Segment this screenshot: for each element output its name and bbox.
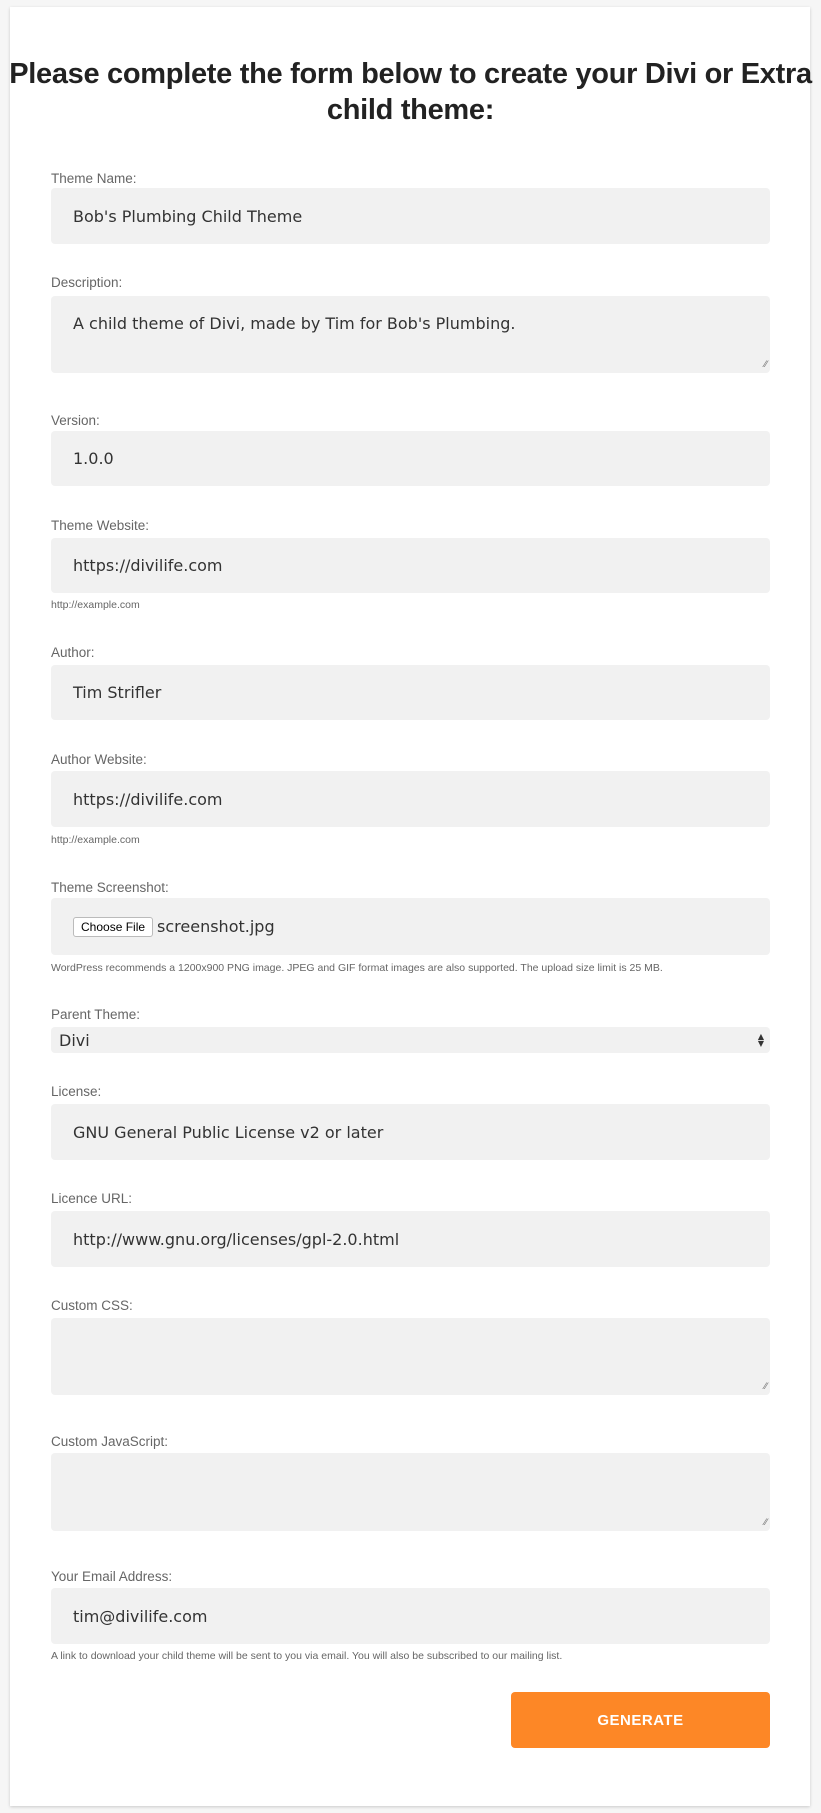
selected-file-name: screenshot.jpg xyxy=(157,917,275,936)
version-input[interactable]: 1.0.0 xyxy=(51,431,770,486)
parent-theme-label: Parent Theme: xyxy=(51,1007,141,1022)
email-hint: A link to download your child theme will be sent to you via email. You will also be subscribed to our mailing list. xyxy=(51,1650,563,1662)
theme-screenshot-hint: WordPress recommends a 1200x900 PNG image. JPEG and GIF format images are also supported. The upload size limit is 25 MB. xyxy=(51,962,663,974)
theme-website-label: Theme Website: xyxy=(51,518,150,533)
select-arrows-icon: ▲ ▼ xyxy=(757,1032,764,1048)
license-input[interactable]: GNU General Public License v2 or later xyxy=(51,1104,770,1160)
author-input[interactable]: Tim Strifler xyxy=(51,665,770,720)
custom-css-label: Custom CSS: xyxy=(51,1298,133,1313)
theme-name-input[interactable]: Bob's Plumbing Child Theme xyxy=(51,188,770,244)
theme-website-input[interactable]: https://divilife.com xyxy=(51,538,770,593)
theme-screenshot-label: Theme Screenshot: xyxy=(51,880,169,895)
author-label: Author: xyxy=(51,645,95,660)
resize-grip-icon[interactable]: ⁄⁄ xyxy=(763,1518,767,1528)
author-website-hint: http://example.com xyxy=(51,834,140,846)
page-title: Please complete the form below to create your Divi or Extra child theme: xyxy=(9,58,812,126)
parent-theme-value: Divi xyxy=(59,1030,90,1050)
author-website-input[interactable]: https://divilife.com xyxy=(51,771,770,827)
theme-name-label: Theme Name: xyxy=(51,171,137,186)
theme-screenshot-field xyxy=(51,898,770,955)
version-label: Version: xyxy=(51,413,100,428)
email-input[interactable]: tim@divilife.com xyxy=(51,1588,770,1644)
license-url-input[interactable]: http://www.gnu.org/licenses/gpl-2.0.html xyxy=(51,1211,770,1267)
resize-grip-icon[interactable]: ⁄⁄ xyxy=(763,1382,767,1392)
theme-website-hint: http://example.com xyxy=(51,599,140,611)
author-website-label: Author Website: xyxy=(51,752,147,767)
resize-grip-icon[interactable]: ⁄⁄ xyxy=(763,360,767,370)
parent-theme-select[interactable] xyxy=(51,1027,770,1053)
generate-button[interactable]: GENERATE xyxy=(511,1692,770,1748)
license-label: License: xyxy=(51,1084,102,1099)
description-value: A child theme of Divi, made by Tim for Bob's Plumbing. xyxy=(73,314,516,333)
custom-js-label: Custom JavaScript: xyxy=(51,1434,169,1449)
custom-css-textarea[interactable] xyxy=(51,1318,770,1395)
choose-file-button[interactable]: Choose File xyxy=(73,917,153,937)
license-url-label: Licence URL: xyxy=(51,1191,133,1206)
description-textarea[interactable] xyxy=(51,296,770,373)
custom-js-textarea[interactable] xyxy=(51,1453,770,1531)
email-label: Your Email Address: xyxy=(51,1569,173,1584)
description-label: Description: xyxy=(51,275,123,290)
